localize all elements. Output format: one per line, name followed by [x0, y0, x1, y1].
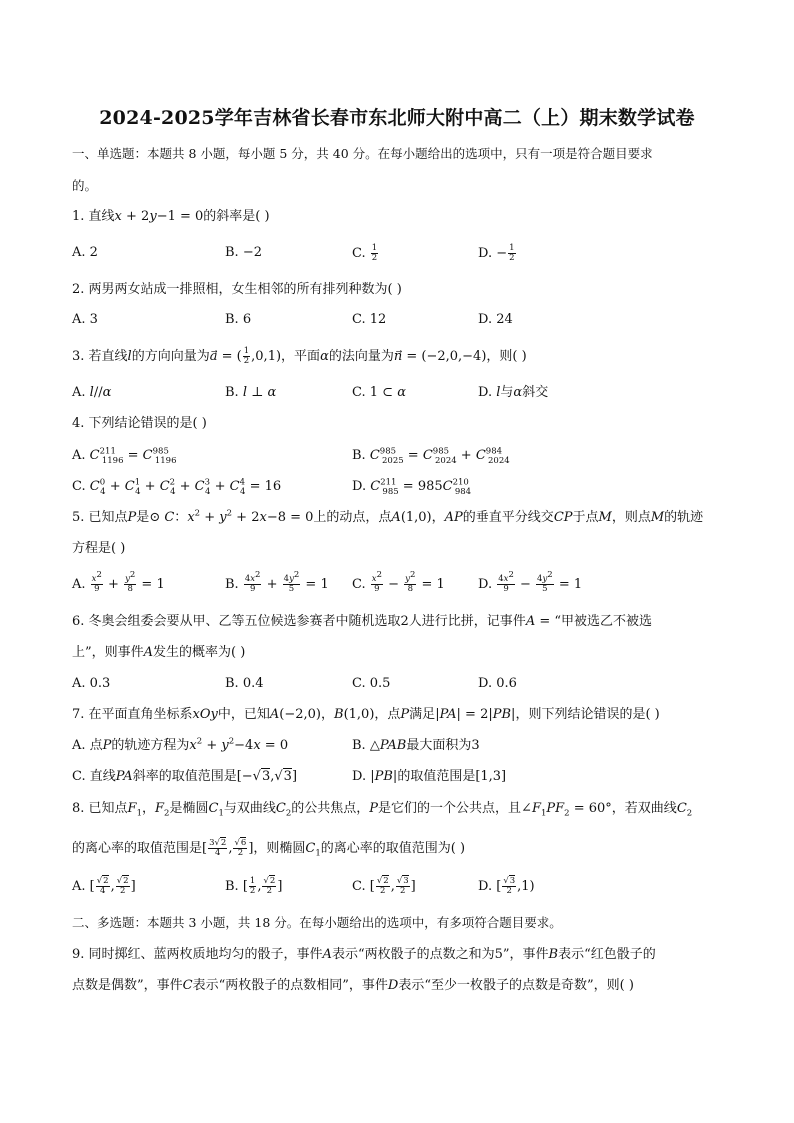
- q2-option-d: D. 24: [478, 312, 513, 327]
- question-5-stem-continued: 方程是( ): [72, 541, 126, 556]
- q1-option-a: A. 2: [72, 245, 98, 260]
- question-3-stem: 3. 若直线l的方向向量为a⃗ = ( $\frac{1}{2}$ ,0,1)，平面α的法向量为n⃗ = (−2,0,−4)，则( ): [72, 346, 527, 366]
- q8-option-a: A. [ $\frac{√2}{4}$ , $\frac{√2}{2}$ ]: [72, 876, 136, 896]
- question-1-stem: 1. 直线x + 2y−1 = 0的斜率是( ): [72, 209, 270, 224]
- question-2-stem: 2. 两男两女站成一排照相，女生相邻的所有排列种数为( ): [72, 282, 402, 297]
- q5-option-a: A. $\frac{x^2}{9}$ + $\frac{y^2}{8}$ = 1: [72, 570, 165, 594]
- q8-option-c: C. [ $\frac{√2}{2}$ , $\frac{√3}{2}$ ]: [352, 876, 416, 896]
- q5-option-d: D. $\frac{4x^2}{9}$ − $\frac{4y^2}{5}$ = 1: [478, 570, 583, 594]
- q7-option-d: D. |PB|的取值范围是[1,3]: [352, 769, 507, 784]
- q1-option-c: C. $\frac{1}{2}$: [352, 243, 378, 263]
- q6-option-c: C. 0.5: [352, 676, 391, 691]
- q3-option-c: C. 1 ⊂ α: [352, 385, 406, 400]
- q7-option-a: A. 点P的轨迹方程为$x^2 + y^2-4x = 0$: [72, 736, 289, 753]
- q8-option-d: D. [ $\frac{√3}{2}$ ,1): [478, 876, 535, 896]
- q5-option-b: B. $\frac{4x^2}{9}$ + $\frac{4y^2}{5}$ = 1: [225, 570, 329, 594]
- question-9-stem-continued: 点数是偶数”，事件C表示“两枚骰子的点数相同”，事件D表示“至少一枚骰子的点数是奇数”，则( ): [72, 978, 634, 993]
- question-7-stem: 7. 在平面直角坐标系xOy中，已知A(−2,0)，B(1,0)，点P满足|PA| = 2|PB|，则下列结论错误的是( ): [72, 707, 660, 722]
- q6-option-b: B. 0.4: [225, 676, 264, 691]
- q2-option-c: C. 12: [352, 312, 387, 327]
- q1-option-b: B. −2: [225, 245, 262, 260]
- question-8-stem: 8. 已知点$F_1$，$F_2$是椭圆$C_1$与双曲线$C_2$的公共焦点，P是它们的一个公共点，且$\angle F_1PF_2 = 60^\circ$，若双曲线$C_2$: [72, 801, 693, 819]
- question-4-stem: 4. 下列结论错误的是( ): [72, 416, 207, 431]
- q4-option-a: A. $C^{211}_{1196} = C^{985}_{1196}$: [72, 446, 177, 466]
- q6-option-d: D. 0.6: [478, 676, 517, 691]
- q8-option-b: B. [ $\frac{1}{2}$ , $\frac{√2}{2}$ ]: [225, 876, 283, 896]
- question-9-stem: 9. 同时掷红、蓝两枚质地均匀的骰子，事件A表示“两枚骰子的点数之和为5”，事件B表示“红色骰子的: [72, 947, 656, 962]
- q3-option-a: A. l//α: [72, 385, 112, 400]
- question-5-stem: 5. 已知点P是⊙ C：$x^2 + y^2 + 2x-8 = 0$上的动点，点A(1,0)，AP的垂直平分线交CP于点M，则点M的轨迹: [72, 508, 704, 525]
- q3-option-b: B. l ⊥ α: [225, 385, 277, 400]
- section-header-single-choice: 一、单选题：本题共 8 小题，每小题 5 分，共 40 分。在每小题给出的选项中，只有一项是符合题目要求: [72, 146, 653, 161]
- question-8-stem-continued: 的离心率的取值范围是[ $\frac{3√2}{4}$ , $\frac{√6}{2}$ ]，则椭圆$C_1$的离心率的取值范围为( ): [72, 838, 466, 859]
- q7-option-c: C. 直线PA斜率的取值范围是[−√3,√3]: [72, 769, 298, 784]
- q4-option-d: D. $C^{211}_{985} = 985C^{210}_{984}$: [352, 477, 472, 497]
- q1-option-d: D. − $\frac{1}{2}$: [478, 243, 515, 263]
- question-6-stem-continued: 上”，则事件A发生的概率为( ): [72, 645, 246, 660]
- q4-option-c: C. $C^0_4 + C^1_4 + C^2_4 + C^3_4 + C^4_4 = 16$: [72, 477, 282, 497]
- q4-option-b: B. $C^{985}_{2025} = C^{985}_{2024} + C^{984}_{2024}$: [352, 446, 510, 466]
- q2-option-a: A. 3: [72, 312, 98, 327]
- page-title: 2024-2025学年吉林省长春市东北师大附中高二（上）期末数学试卷: [99, 107, 695, 129]
- q5-option-c: C. $\frac{x^2}{9}$ − $\frac{y^2}{8}$ = 1: [352, 570, 445, 594]
- q6-option-a: A. 0.3: [72, 676, 111, 691]
- q2-option-b: B. 6: [225, 312, 252, 327]
- q3-option-d: D. l与α斜交: [478, 385, 549, 400]
- section-header-continued: 的。: [72, 178, 98, 193]
- q7-option-b: B. △PAB最大面积为3: [352, 738, 480, 753]
- question-6-stem: 6. 冬奥会组委会要从甲、乙等五位候选参赛者中随机选取2人进行比拼，记事件A = “甲被选乙不被选: [72, 614, 653, 629]
- section-header-multiple-choice: 二、多选题：本题共 3 小题，共 18 分。在每小题给出的选项中，有多项符合题目要求。: [72, 915, 562, 930]
